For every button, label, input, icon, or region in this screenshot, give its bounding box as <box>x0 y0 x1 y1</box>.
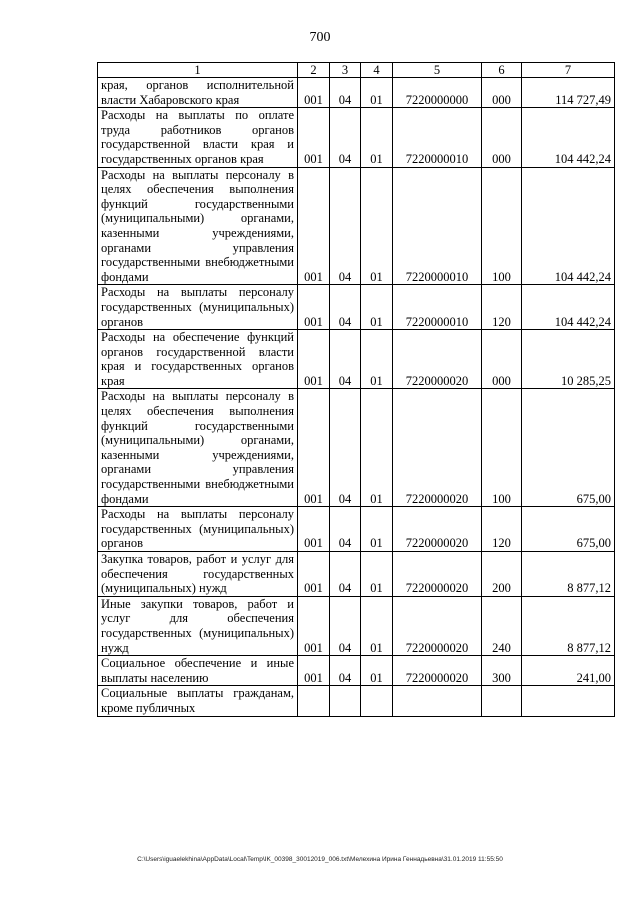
table-row <box>98 78 615 108</box>
vr-code: 000 <box>482 330 522 389</box>
csr-code: 7220000010 <box>393 285 482 330</box>
pr-code: 01 <box>361 656 393 686</box>
gr-code: 001 <box>298 285 330 330</box>
amount: 10 285,25 <box>522 330 615 389</box>
table-row <box>98 552 615 597</box>
amount: 104 442,24 <box>522 167 615 285</box>
gr-code: 001 <box>298 330 330 389</box>
pr-code: 01 <box>361 389 393 507</box>
expense-name: Иные закупки товаров, работ и услуг для обеспечения государственных (муниципальных) нужд <box>98 596 298 655</box>
rz-code: 04 <box>330 78 361 108</box>
csr-code: 7220000010 <box>393 108 482 167</box>
amount: 8 877,12 <box>522 596 615 655</box>
vr-code: 000 <box>482 78 522 108</box>
gr-code: 001 <box>298 108 330 167</box>
pr-code: 01 <box>361 596 393 655</box>
csr-code: 7220000020 <box>393 656 482 686</box>
csr-code: 7220000010 <box>393 167 482 285</box>
gr-code: 001 <box>298 389 330 507</box>
budget-table <box>97 62 615 717</box>
vr-code: 240 <box>482 596 522 655</box>
pr-code: 01 <box>361 330 393 389</box>
gr-code: 001 <box>298 507 330 552</box>
table-header-row <box>98 63 615 78</box>
csr-code: 7220000020 <box>393 596 482 655</box>
amount: 8 877,12 <box>522 552 615 597</box>
rz-code: 04 <box>330 285 361 330</box>
amount: 114 727,49 <box>522 78 615 108</box>
pr-code: 01 <box>361 78 393 108</box>
gr-code <box>298 686 330 716</box>
pr-code: 01 <box>361 507 393 552</box>
rz-code: 04 <box>330 552 361 597</box>
expense-name: Социальные выплаты гражданам, кроме публичных <box>98 686 298 716</box>
vr-code: 100 <box>482 167 522 285</box>
gr-code: 001 <box>298 596 330 655</box>
column-header: 6 <box>482 63 522 78</box>
expense-name: Расходы на выплаты персоналу государственных (муниципальных) органов <box>98 507 298 552</box>
table-row <box>98 167 615 285</box>
column-header: 1 <box>98 63 298 78</box>
rz-code: 04 <box>330 507 361 552</box>
rz-code <box>330 686 361 716</box>
table-row <box>98 686 615 716</box>
vr-code: 120 <box>482 507 522 552</box>
pr-code: 01 <box>361 552 393 597</box>
column-header: 3 <box>330 63 361 78</box>
vr-code: 300 <box>482 656 522 686</box>
rz-code: 04 <box>330 330 361 389</box>
column-header: 7 <box>522 63 615 78</box>
vr-code: 000 <box>482 108 522 167</box>
table-row <box>98 285 615 330</box>
amount: 104 442,24 <box>522 108 615 167</box>
gr-code: 001 <box>298 78 330 108</box>
csr-code: 7220000020 <box>393 507 482 552</box>
expense-name: Расходы на выплаты персоналу государственных (муниципальных) органов <box>98 285 298 330</box>
expense-name: Расходы на выплаты персоналу в целях обеспечения выполнения функций государственными (муниципальными) органами, казенными учреждениями, органами управления государственными внебюджетными фондами <box>98 167 298 285</box>
expense-name: Расходы на обеспечение функций органов государственной власти края и государственных органов края <box>98 330 298 389</box>
expense-name: Закупка товаров, работ и услуг для обеспечения государственных (муниципальных) нужд <box>98 552 298 597</box>
table-row <box>98 330 615 389</box>
vr-code <box>482 686 522 716</box>
table-row <box>98 507 615 552</box>
expense-name: Расходы на выплаты персоналу в целях обеспечения выполнения функций государственными (муниципальными) органами, казенными учреждениями, органами управления государственными внебюджетными фондами <box>98 389 298 507</box>
csr-code: 7220000020 <box>393 330 482 389</box>
column-header: 5 <box>393 63 482 78</box>
csr-code: 7220000000 <box>393 78 482 108</box>
expense-name: Социальное обеспечение и иные выплаты населению <box>98 656 298 686</box>
expense-name: края, органов исполнительной власти Хабаровского края <box>98 78 298 108</box>
vr-code: 100 <box>482 389 522 507</box>
rz-code: 04 <box>330 167 361 285</box>
document-path-footer: C:\Users\iguaelekhina\AppData\Local\Temp\IK_00398_30012019_006.txt\Мелехина Ирина Геннадьевна\31.01.2019 11:55:50 <box>137 856 503 863</box>
table-row <box>98 389 615 507</box>
column-header: 4 <box>361 63 393 78</box>
vr-code: 200 <box>482 552 522 597</box>
page-number: 700 <box>309 30 331 45</box>
amount <box>522 686 615 716</box>
pr-code: 01 <box>361 285 393 330</box>
column-header: 2 <box>298 63 330 78</box>
table-row <box>98 656 615 686</box>
rz-code: 04 <box>330 656 361 686</box>
pr-code: 01 <box>361 108 393 167</box>
pr-code: 01 <box>361 167 393 285</box>
table-row <box>98 596 615 655</box>
gr-code: 001 <box>298 552 330 597</box>
csr-code: 7220000020 <box>393 389 482 507</box>
rz-code: 04 <box>330 596 361 655</box>
csr-code <box>393 686 482 716</box>
pr-code <box>361 686 393 716</box>
gr-code: 001 <box>298 167 330 285</box>
csr-code: 7220000020 <box>393 552 482 597</box>
amount: 675,00 <box>522 507 615 552</box>
amount: 675,00 <box>522 389 615 507</box>
table-row <box>98 108 615 167</box>
rz-code: 04 <box>330 108 361 167</box>
gr-code: 001 <box>298 656 330 686</box>
amount: 104 442,24 <box>522 285 615 330</box>
amount: 241,00 <box>522 656 615 686</box>
expense-name: Расходы на выплаты по оплате труда работников органов государственной власти края и государственных органов края <box>98 108 298 167</box>
rz-code: 04 <box>330 389 361 507</box>
vr-code: 120 <box>482 285 522 330</box>
